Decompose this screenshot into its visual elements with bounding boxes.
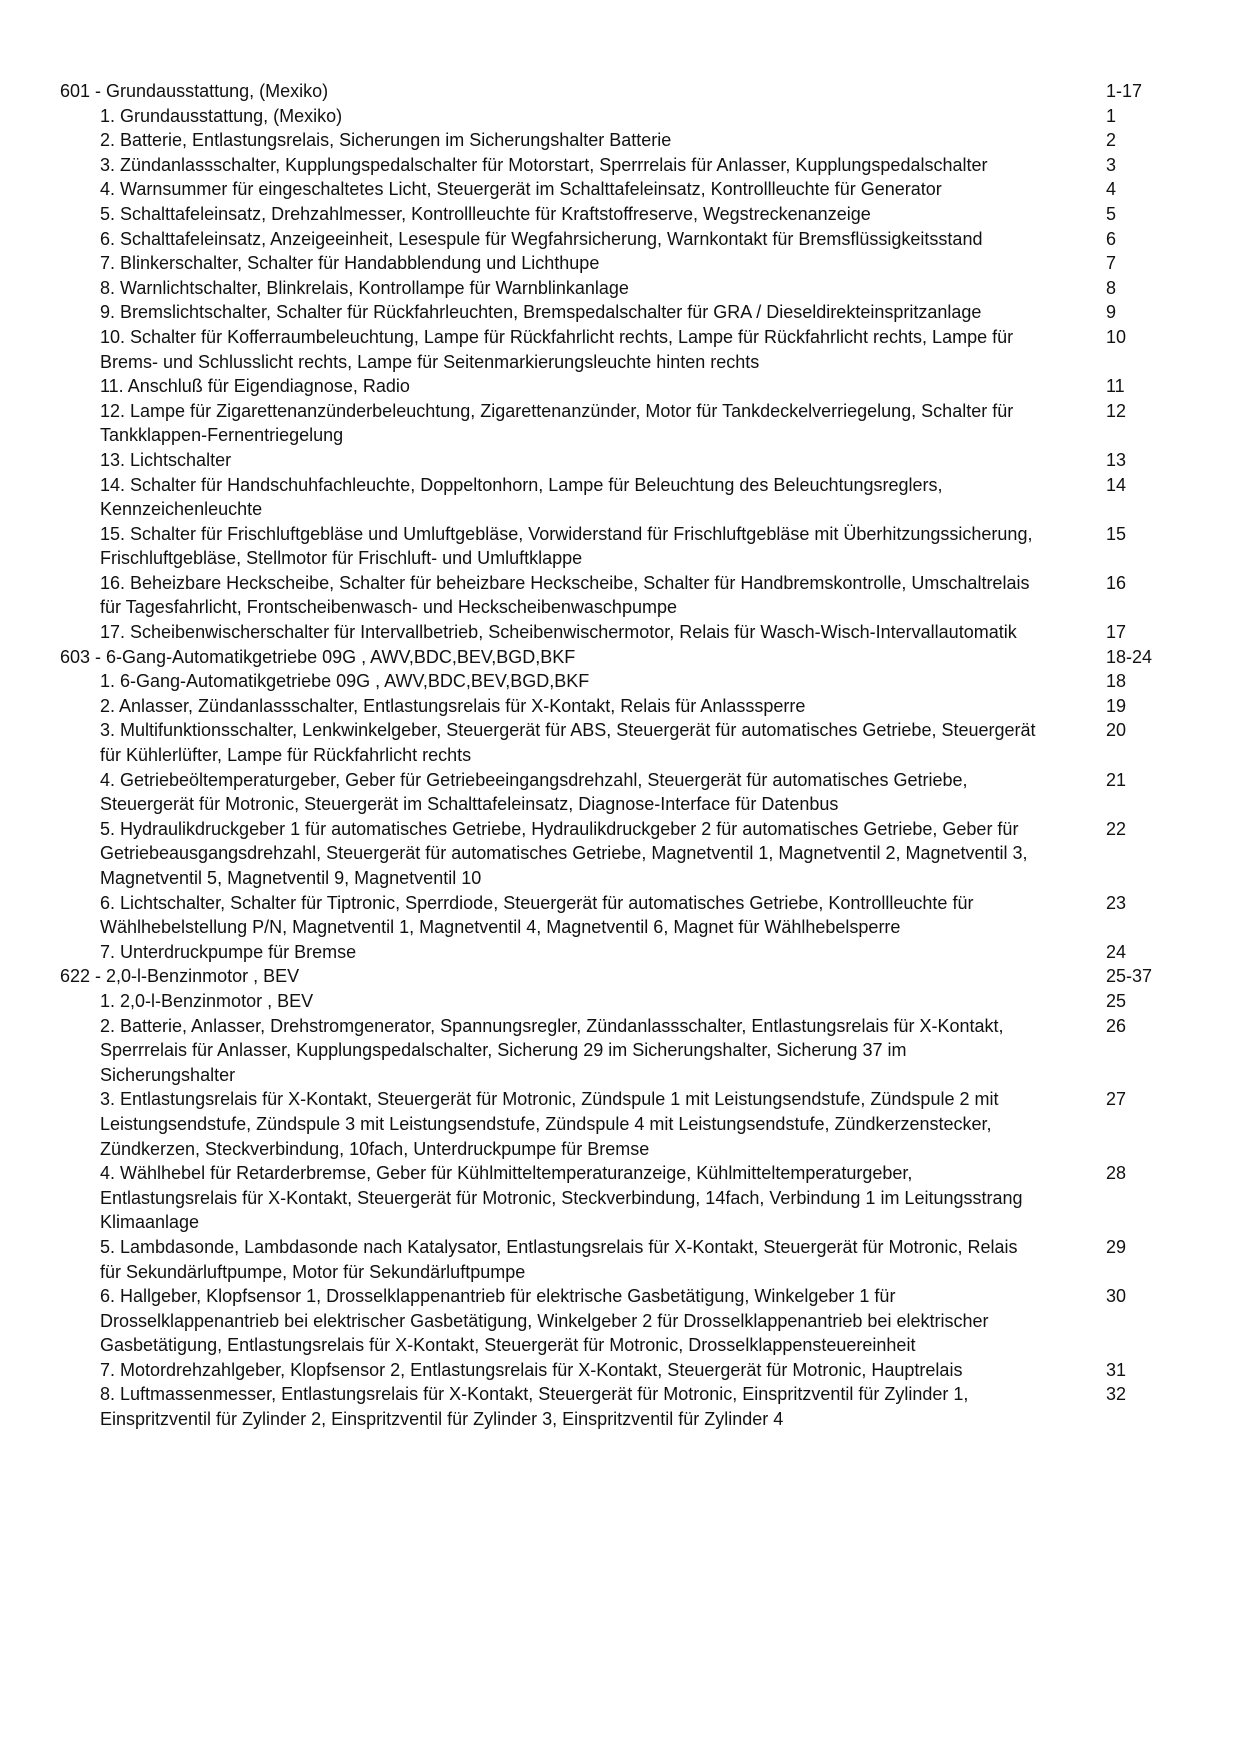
toc-entry [60,227,1160,252]
toc-entry-title: 4. Wählhebel für Retarderbremse, Geber für Kühlmitteltemperaturanzeige, Kühlmitteltemperaturgeber, Entlastungsrelais für X-Kontakt, Steuergerät für Motronic, Steckverbindung, 14fach, Verbindung 1 im Leitungsstrang Klimaanlage [100,1163,1023,1233]
toc-entry-title: 1. 6-Gang-Automatikgetriebe 09G , AWV,BDC,BEV,BGD,BKF [100,671,590,692]
toc-entry [60,694,1160,719]
toc-section-entry [60,964,1160,989]
toc-entry [60,325,1160,374]
toc-entry-title: 5. Hydraulikdruckgeber 1 für automatisches Getriebe, Hydraulikdruckgeber 2 für automatisches Getriebe, Geber für Getriebeausgangsdrehzahl, Steuergerät für automatisches Getriebe, Magnetventil 1, Magnetventil 2, Magnetventil 3, Magnetventil 5, Magnetventil 9, Magnetventil 10 [100,818,1028,888]
toc-entry-title: 11. Anschluß für Eigendiagnose, Radio [100,376,410,397]
toc-entry-title: 6. Lichtschalter, Schalter für Tiptronic, Sperrdiode, Steuergerät für automatisches Getriebe, Kontrollleuchte für Wählhebelstellung P/N, Magnetventil 1, Magnetventil 4, Magnetventil 6, Magnet für Wählhebelsperre [100,892,974,938]
toc-page-number: 6 [1106,228,1117,249]
toc-entry [60,374,1160,399]
toc-entry-title: 6. Schalttafeleinsatz, Anzeigeeinheit, Lesespule für Wegfahrsicherung, Warnkontakt für Bremsflüssigkeitsstand [100,228,983,249]
toc-page-number: 9 [1106,302,1117,323]
toc-entry-title: 3. Entlastungsrelais für X-Kontakt, Steuergerät für Motronic, Zündspule 1 mit Leistungsendstufe, Zündspule 2 mit Leistungsendstufe, Zündspule 3 mit Leistungsendstufe, Zündspule 4 mit Leistungsendstufe, Zündkerzenstecker, Zündkerzen, Steckverbindung, 10fach, Unterdruckpumpe für Bremse [100,1089,999,1159]
toc-page-number: 7 [1106,253,1117,274]
toc-entry-title: 8. Luftmassenmesser, Entlastungsrelais für X-Kontakt, Steuergerät für Motronic, Einspritzventil für Zylinder 1, Einspritzventil für Zylinder 2, Einspritzventil für Zylinder 3, Einspritzventil für Zylinder 4 [100,1384,969,1430]
toc-page-number: 29 [1106,1236,1127,1257]
toc-entry-title: 2. Batterie, Entlastungsrelais, Sicherungen im Sicherungshalter Batterie [100,130,672,151]
toc-page-number: 18 [1106,671,1127,692]
toc-page-number: 30 [1106,1286,1127,1307]
toc-page-number: 17 [1106,622,1127,643]
toc-section-entry [60,645,1160,670]
toc-page-number: 11 [1106,376,1125,397]
toc-entry [60,989,1160,1014]
toc-page-number: 28 [1106,1163,1127,1184]
toc-page-number: 21 [1106,769,1127,790]
toc-section-title: 622 - 2,0-l-Benzinmotor , BEV [60,966,300,987]
toc-page-number: 2 [1106,130,1117,151]
toc-section-entry [60,79,1160,104]
toc-entry-title: 7. Blinkerschalter, Schalter für Handabblendung und Lichthupe [100,253,600,274]
toc-entry [60,177,1160,202]
toc-entry-title: 5. Schalttafeleinsatz, Drehzahlmesser, Kontrollleuchte für Kraftstoffreserve, Wegstreckenanzeige [100,203,871,224]
toc-page-number: 20 [1106,720,1127,741]
toc-entry-title: 16. Beheizbare Heckscheibe, Schalter für beheizbare Heckscheibe, Schalter für Handbremskontrolle, Umschaltrelais für Tagesfahrlicht, Frontscheibenwasch- und Heckscheibenwaschpumpe [100,572,1030,618]
toc-entry-title: 10. Schalter für Kofferraumbeleuchtung, Lampe für Rückfahrlicht rechts, Lampe für Rückfahrlicht rechts, Lampe für Brems- und Schlusslicht rechts, Lampe für Seitenmarkierungsleuchte hinten rechts [100,326,1014,372]
toc-page-number: 16 [1106,572,1127,593]
toc-entry [60,1161,1160,1235]
toc-page-number: 23 [1106,892,1127,913]
toc-entry-title: 2. Batterie, Anlasser, Drehstromgenerator, Spannungsregler, Zündanlassschalter, Entlastungsrelais für X-Kontakt, Sperrrelais für Anlasser, Kupplungspedalschalter, Sicherung 29 im Sicherungshalter, Sicherung 37 im Sicherungshalter [100,1015,1004,1085]
toc-entry [60,1014,1160,1088]
toc-entry [60,300,1160,325]
toc-entry-title: 15. Schalter für Frischluftgebläse und Umluftgebläse, Vorwiderstand für Frischluftgebläse mit Überhitzungssicherung, Frischluftgebläse, Stellmotor für Frischluft- und Umluftklappe [100,523,1033,569]
toc-entry-title: 14. Schalter für Handschuhfachleuchte, Doppeltonhorn, Lampe für Beleuchtung des Beleuchtungsreglers, Kennzeichenleuchte [100,474,943,520]
toc-entry-title: 4. Warnsummer für eingeschaltetes Licht, Steuergerät im Schalttafeleinsatz, Kontrollleuchte für Generator [100,179,942,200]
toc-entry [60,1235,1160,1284]
toc-entry [60,891,1160,940]
toc-page-number: 5 [1106,203,1117,224]
toc-entry-title: 1. 2,0-l-Benzinmotor , BEV [100,990,314,1011]
toc-page-number: 25 [1106,990,1127,1011]
toc-page-number: 31 [1106,1359,1127,1380]
toc-page-number: 15 [1106,523,1127,544]
toc-page-number: 3 [1106,154,1117,175]
toc-page-number: 10 [1106,326,1127,347]
toc-page-number: 4 [1106,179,1117,200]
toc-entry-title: 5. Lambdasonde, Lambdasonde nach Katalysator, Entlastungsrelais für X-Kontakt, Steuergerät für Motronic, Relais für Sekundärluftpumpe, Motor für Sekundärluftpumpe [100,1236,1018,1282]
toc-entry [60,571,1160,620]
toc-entry-title: 1. Grundausstattung, (Mexiko) [100,105,343,126]
toc-page-number: 25-37 [1106,966,1153,987]
toc-section-title: 601 - Grundausstattung, (Mexiko) [60,81,329,101]
toc-page-number: 14 [1106,474,1127,495]
toc-page-number: 19 [1106,695,1127,716]
toc-entry [60,817,1160,891]
toc-page-number: 26 [1106,1015,1127,1036]
toc-entry-title: 13. Lichtschalter [100,449,232,470]
toc-entry [60,1284,1160,1358]
toc-page-number: 8 [1106,277,1117,298]
toc-entry-title: 9. Bremslichtschalter, Schalter für Rückfahrleuchten, Bremspedalschalter für GRA / Dieseldirekteinspritzanlage [100,302,982,323]
toc-page-number: 32 [1106,1384,1127,1405]
toc-entry-title: 7. Unterdruckpumpe für Bremse [100,941,357,962]
toc-entry [60,448,1160,473]
toc-entry [60,251,1160,276]
toc-entry [60,128,1160,153]
toc-entry-title: 3. Zündanlassschalter, Kupplungspedalschalter für Motorstart, Sperrrelais für Anlasser, Kupplungspedalschalter [100,154,988,175]
toc-entry-title: 12. Lampe für Zigarettenanzünderbeleuchtung, Zigarettenanzünder, Motor für Tankdeckelverriegelung, Schalter für Tankklappen-Fernentriegelung [100,400,1014,446]
toc-page-number: 1 [1106,105,1117,126]
toc-entry-title: 3. Multifunktionsschalter, Lenkwinkelgeber, Steuergerät für ABS, Steuergerät für automatisches Getriebe, Steuergerät für Kühlerlüfter, Lampe für Rückfahrlicht rechts [100,720,1036,766]
toc-entry [60,153,1160,178]
toc-entry [60,399,1160,448]
toc-entry-title: 2. Anlasser, Zündanlassschalter, Entlastungsrelais für X-Kontakt, Relais für Anlasssperre [100,695,806,716]
toc-entry [60,104,1160,129]
toc-entry [60,1087,1160,1161]
toc-section-title: 603 - 6-Gang-Automatikgetriebe 09G , AWV,BDC,BEV,BGD,BKF [60,646,576,667]
toc-entry-title: 4. Getriebeöltemperaturgeber, Geber für Getriebeeingangsdrehzahl, Steuergerät für automatisches Getriebe, Steuergerät für Motronic, Steuergerät im Schalttafeleinsatz, Diagnose-Interface für Datenbus [100,769,968,815]
toc-entry-title: 8. Warnlichtschalter, Blinkrelais, Kontrollampe für Warnblinkanlage [100,277,629,298]
toc-entry [60,276,1160,301]
toc-page-number: 24 [1106,941,1127,962]
toc-entry [60,1382,1160,1431]
toc-entry [60,669,1160,694]
toc-entry [60,768,1160,817]
toc-entry-title: 17. Scheibenwischerschalter für Intervallbetrieb, Scheibenwischermotor, Relais für Wasch-Wisch-Intervallautomatik [100,622,1017,643]
toc-entry [60,473,1160,522]
toc-entry [60,718,1160,767]
toc-page-number: 13 [1106,449,1127,470]
toc-entry-title: 7. Motordrehzahlgeber, Klopfsensor 2, Entlastungsrelais für X-Kontakt, Steuergerät für Motronic, Hauptrelais [100,1359,963,1380]
toc-page-number: 12 [1106,400,1127,421]
toc-entry [60,202,1160,227]
toc-entry-title: 6. Hallgeber, Klopfsensor 1, Drosselklappenantrieb für elektrische Gasbetätigung, Winkelgeber 1 für Drosselklappenantrieb bei elektrischer Gasbetätigung, Winkelgeber 2 für Drosselklappenantrieb bei elektrischer Gasbetätigung, Entlastungsrelais für X-Kontakt, Steuergerät für Motronic, Drosselklappensteuereinheit [100,1286,989,1356]
toc-entry [60,1358,1160,1383]
toc-entry [60,522,1160,571]
toc-page-number: 27 [1106,1089,1127,1110]
table-of-contents [60,79,1160,1432]
toc-entry [60,620,1160,645]
toc-page-number: 1-17 [1106,81,1143,101]
toc-page-number: 18-24 [1106,646,1153,667]
toc-page-number: 22 [1106,818,1127,839]
toc-entry [60,940,1160,965]
